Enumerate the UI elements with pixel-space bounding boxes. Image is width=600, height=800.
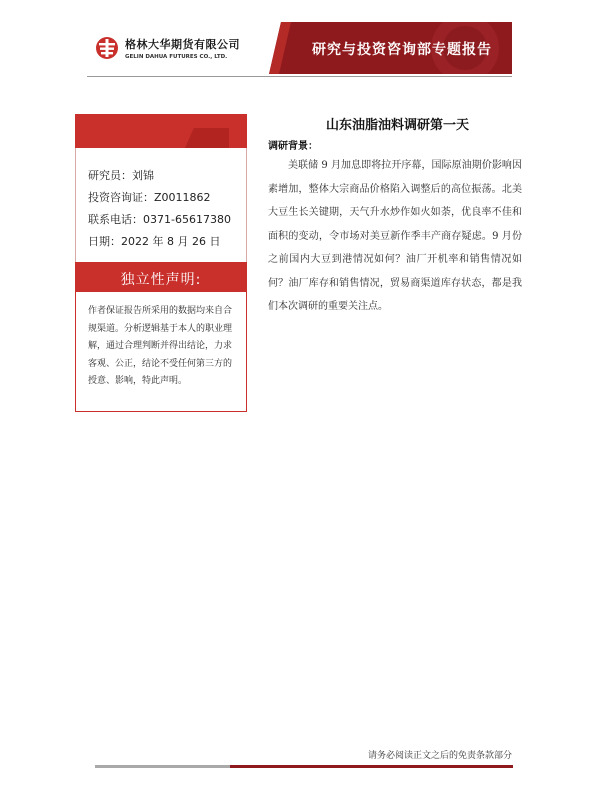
contact-phone: 联系电话：0371-65617380 <box>88 213 231 226</box>
header-divider <box>87 76 512 77</box>
disclaimer-footer: 请务必阅读正文之后的免责条款部分 <box>368 751 513 761</box>
company-logo-icon <box>95 36 119 60</box>
document-title: 山东油脂油料调研第一天 <box>325 118 469 133</box>
company-logo-block <box>87 22 277 74</box>
declaration-text: 作者保证报告所采用的数据均来自合规渠道。分析逻辑基于本人的职业理解，通过合理判断并得出结论，力求客观、公正，结论不受任何第三方的授意、影响，特此声明。 <box>88 306 233 386</box>
declaration-title: 独立性声明: <box>120 272 202 288</box>
section-label: 调研背景： <box>268 141 318 152</box>
report-date: 日期：2022 年 8 月 26 日 <box>88 235 221 248</box>
sidebar-banner-accent <box>185 128 229 148</box>
footer-divider <box>95 765 513 768</box>
company-name-en: GELIN DAHUA FUTURES CO., LTD. <box>125 54 228 60</box>
analyst-info-panel <box>75 148 247 262</box>
company-name-cn: 格林大华期货有限公司 <box>125 38 240 51</box>
declaration-header <box>75 262 247 292</box>
license-number: 投资咨询证：Z0011862 <box>88 191 211 204</box>
header-title-band <box>265 22 512 74</box>
declaration-panel <box>75 292 247 412</box>
report-header <box>87 22 512 74</box>
footer-rule-red <box>230 765 513 768</box>
analyst-name: 研究员：刘锦 <box>88 169 154 182</box>
sidebar-top-banner <box>75 114 247 148</box>
footer-rule-grey <box>95 765 230 768</box>
background-paragraph: 美联储 9 月加息即将拉开序幕，国际原油期价影响因素增加，整体大宗商品价格陷入调整后的高位振荡。北美大豆生长关键期，天气升水炒作如火如荼，优良率不佳和面积的变动，令市场对美豆新作季丰产商存疑虑。9 月份之前国内大豆到港情况如何？油厂开机率和销售情况如何？油厂库存和销售情况，贸易商渠道库存状态，都是我们本次调研的重要关注点。 <box>268 160 522 312</box>
report-type-title: 研究与投资咨询部专题报告 <box>312 42 492 58</box>
